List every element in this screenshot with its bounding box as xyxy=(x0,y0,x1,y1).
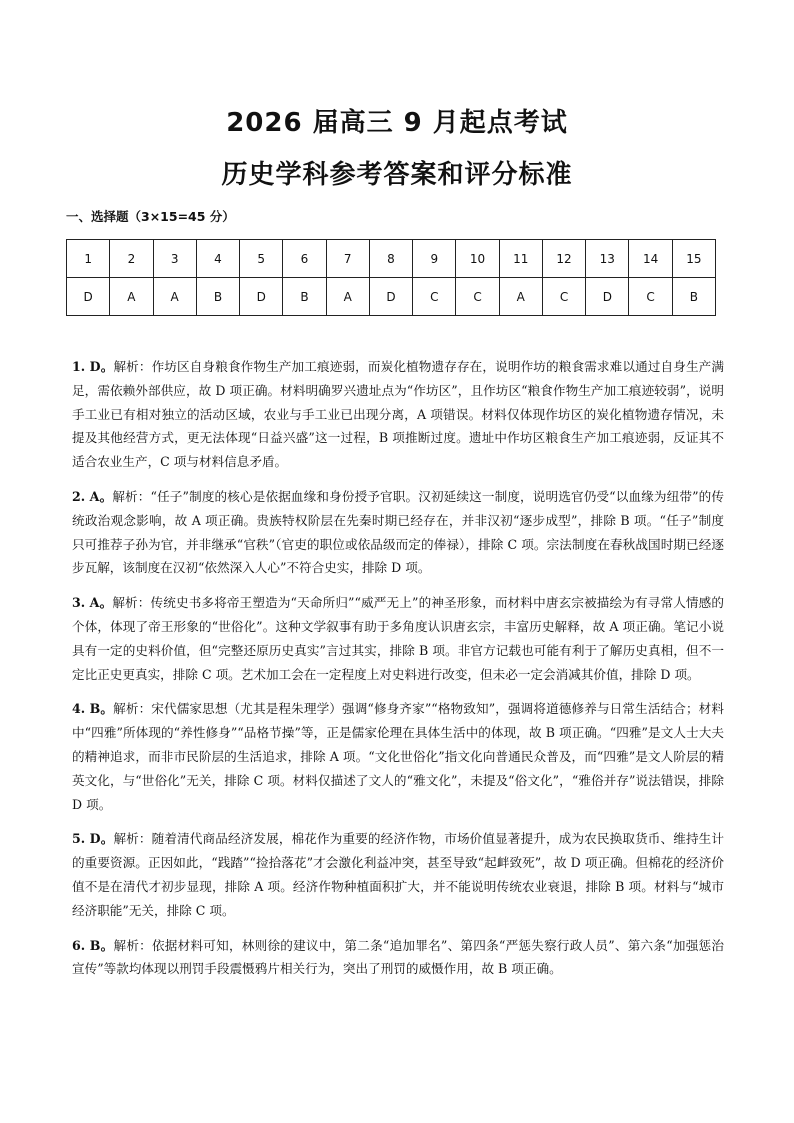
explanation-item xyxy=(72,827,724,922)
answer-letter: D xyxy=(586,278,629,316)
question-number: 15 xyxy=(672,240,715,278)
answer-letter: D xyxy=(369,278,412,316)
explanation-text: 解析：作坊区自身粮食作物生产加工痕迹弱，而炭化植物遗存存在，说明作坊的粮食需求难以通过自身生产满足，需依赖外部供应，故 D 项正确。材料明确罗兴遗址点为“作坊区”，且作坊区“粮食作物生产加工痕迹较弱”，说明手工业已有相对独立的活动区域，农业与手工业已出现分离，A 项错误。材料仅体现作坊区的炭化植物遗存情况，未提及其他经营方式，更无法体现“日益兴盛”这一过程，B 项推断过度。遗址中作坊区粮食生产加工痕迹弱，反证其不适合农业生产，C 项与材料信息矛盾。 xyxy=(72,359,725,470)
explanation-item xyxy=(72,697,724,816)
explanation-text: 解析：宋代儒家思想（尤其是程朱理学）强调“修身齐家”“格物致知”，强调将道德修养与日常生活结合；材料中“四雅”所体现的“养性修身”“品格节操”等，正是儒家伦理在具体生活中的体现，故 B 项正确。“四雅”是文人士大夫的精神追求，而非市民阶层的生活追求，排除 A 项。“文化世俗化”指文化向普通民众普及，而“四雅”是文人阶层的精英文化，与“世俗化”无关，排除 C 项。材料仅描述了文人的“雅文化”，未提及“俗文化”，“雅俗并存”说法错误，排除 D 项。 xyxy=(72,701,724,812)
explanation-number: 1. D。 xyxy=(72,359,114,374)
section-heading: 一、选择题（3×15=45 分） xyxy=(66,209,235,224)
page-title: 2026 届高三 9 月起点考试 xyxy=(226,108,568,138)
answer-letter: C xyxy=(456,278,499,316)
question-number: 14 xyxy=(629,240,672,278)
explanation-item xyxy=(72,485,724,580)
question-number: 8 xyxy=(369,240,412,278)
answer-letter: C xyxy=(542,278,585,316)
question-number: 11 xyxy=(499,240,542,278)
answer-letter: B xyxy=(196,278,239,316)
explanation-text: 解析：“任子”制度的核心是依据血缘和身份授予官职。汉初延续这一制度，说明选官仍受“以血缘为纽带”的传统政治观念影响，故 A 项正确。贵族特权阶层在先秦时期已经存在，并非汉初“逐步成型”，排除 B 项。“任子”制度只可推荐子孙为官，并非继承“官秩”（官吏的职位或依品级而定的俸禄），排除 C 项。宗法制度在春秋战国时期已经逐步瓦解，该制度在汉初“依然深入人心”不符合史实，排除 D 项。 xyxy=(72,488,724,576)
question-number: 5 xyxy=(240,240,283,278)
explanation-number: 2. A。 xyxy=(72,488,113,504)
explanation-number: 6. B。 xyxy=(72,937,114,953)
answer-letter: D xyxy=(67,278,110,316)
question-number: 12 xyxy=(542,240,585,278)
page-subtitle: 历史学科参考答案和评分标准 xyxy=(221,160,573,190)
explanation-item xyxy=(72,355,724,474)
answer-letter: D xyxy=(240,278,283,316)
answer-letter: A xyxy=(110,278,153,316)
question-number: 3 xyxy=(153,240,196,278)
question-number: 2 xyxy=(110,240,153,278)
explanation-item xyxy=(72,591,724,686)
question-number: 13 xyxy=(586,240,629,278)
question-number: 4 xyxy=(196,240,239,278)
question-number: 1 xyxy=(67,240,110,278)
explanation-number: 4. B。 xyxy=(72,701,114,717)
answer-table xyxy=(66,239,716,316)
answer-letter: A xyxy=(499,278,542,316)
answer-letter: B xyxy=(672,278,715,316)
explanation-number: 3. A。 xyxy=(72,595,113,611)
answer-letter: C xyxy=(629,278,672,316)
explanation-text: 解析：传统史书多将帝王塑造为“天命所归”“威严无上”的神圣形象，而材料中唐玄宗被描绘为有寻常人情感的个体，体现了帝王形象的“世俗化”。这种文学叙事有助于多角度认识唐玄宗，丰富历史解释，故 A 项正确。笔记小说具有一定的史料价值，但“完整还原历史真实”言过其实，排除 B 项。非官方记载也可能有利于了解历史真相，但不一定比正史更真实，排除 C 项。艺术加工会在一定程度上对史料进行改变，但未必一定会消减其价值，排除 D 项。 xyxy=(72,595,724,682)
question-number: 7 xyxy=(326,240,369,278)
answer-letter: A xyxy=(153,278,196,316)
question-number-row xyxy=(67,240,716,278)
explanation-text: 解析：依据材料可知，林则徐的建议中，第二条“追加罪名”、第四条“严惩失察行政人员”、第六条“加强惩治宣传”等款均体现以刑罚手段震慑鸦片相关行为，突出了刑罚的威慑作用，故 B 项正确。 xyxy=(72,937,724,977)
answer-row xyxy=(67,278,716,316)
answer-letter: A xyxy=(326,278,369,316)
explanation-text: 解析：随着清代商品经济发展，棉花作为重要的经济作物，市场价值显著提升，成为农民换取货币、维持生计的重要资源。正因如此，“践踏”“捡拾落花”才会激化利益冲突，甚至导致“起衅致死”，故 D 项正确。但棉花的经济价值不是在清代才初步显现，排除 A 项。经济作物种植面积扩大，并不能说明传统农业衰退，排除 B 项。材料与“城市经济职能”无关，排除 C 项。 xyxy=(72,831,725,918)
answer-letter: B xyxy=(283,278,326,316)
answer-letter: C xyxy=(413,278,456,316)
explanation-item xyxy=(72,934,724,982)
question-number: 10 xyxy=(456,240,499,278)
question-number: 6 xyxy=(283,240,326,278)
explanations xyxy=(72,355,724,992)
question-number: 9 xyxy=(413,240,456,278)
explanation-number: 5. D。 xyxy=(72,831,114,847)
